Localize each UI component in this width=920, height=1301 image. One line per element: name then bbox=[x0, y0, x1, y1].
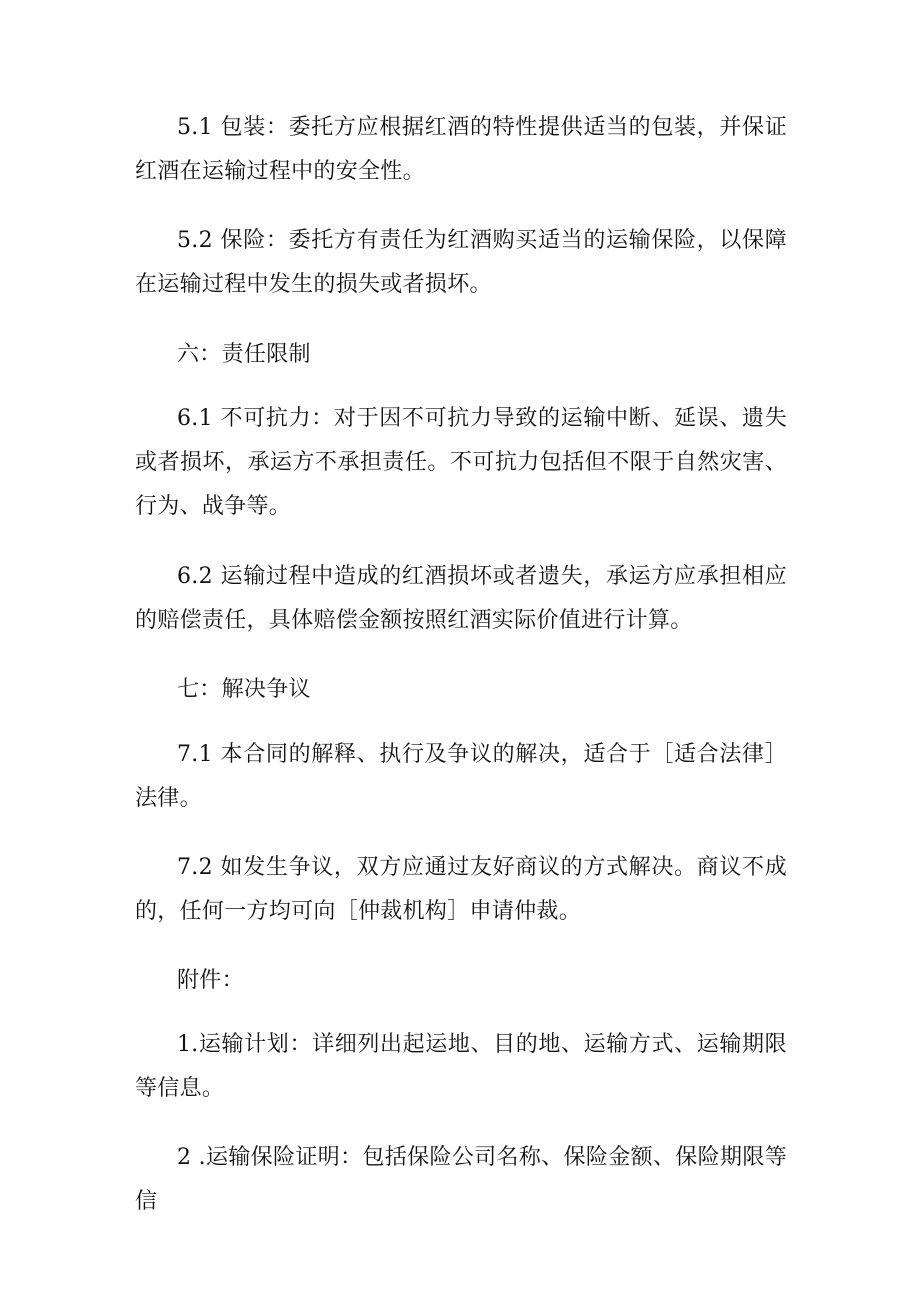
clause-7-1-governing-law: 7.1 本合同的解释、执行及争议的解决，适合于［适合法律］法律。 bbox=[135, 742, 787, 811]
attachment-1-transport-plan: 1.运输计划：详细列出起运地、目的地、运输方式、运输期限等信息。 bbox=[135, 1032, 787, 1101]
clause-5-1-packaging: 5.1 包装：委托方应根据红酒的特性提供适当的包装，并保证红酒在运输过程中的安全性。 bbox=[135, 115, 787, 184]
attachment-2-insurance-certificate: 2 .运输保险证明：包括保险公司名称、保险金额、保险期限等信 bbox=[135, 1145, 787, 1214]
clause-7-2-arbitration: 7.2 如发生争议，双方应通过友好商议的方式解决。商议不成的，任何一方均可向［仲裁机构］申请仲裁。 bbox=[135, 855, 787, 924]
clause-6-2-compensation: 6.2 运输过程中造成的红酒损坏或者遗失，承运方应承担相应的赔偿责任，具体赔偿金额按照红酒实际价值进行计算。 bbox=[135, 564, 787, 633]
clause-5-2-insurance: 5.2 保险：委托方有责任为红酒购买适当的运输保险，以保障在运输过程中发生的损失或者损坏。 bbox=[135, 228, 787, 297]
section-heading-attachments: 附件： bbox=[177, 968, 244, 993]
section-heading-disputes: 七：解决争议 bbox=[177, 677, 311, 702]
clause-6-1-force-majeure: 6.1 不可抗力：对于因不可抗力导致的运输中断、延误、遗失或者损坏，承运方不承担责任。不可抗力包括但不限于自然灾害、行为、战争等。 bbox=[135, 406, 787, 519]
section-heading-liability: 六：责任限制 bbox=[177, 342, 311, 367]
